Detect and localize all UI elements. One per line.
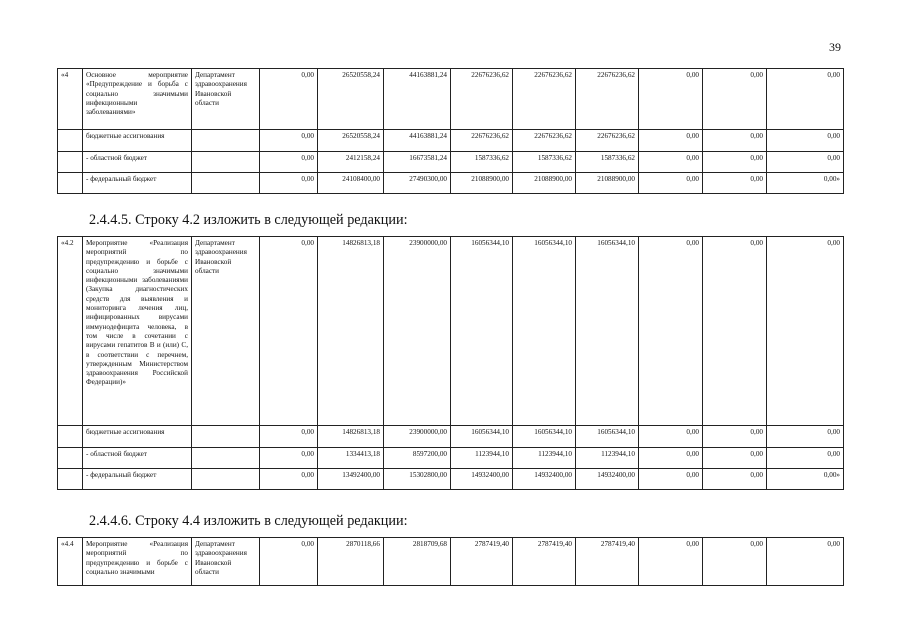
value-cell: 0,00 (639, 69, 703, 130)
value-cell: 0,00 (703, 448, 767, 469)
value-cell: 0,00 (703, 426, 767, 448)
value-cell: 1123944,10 (513, 448, 576, 469)
measure-name-cell: Основное мероприятие «Предупреждение и борьба с социально значимыми инфекционными заболеваниями» (83, 69, 192, 130)
value-cell: 22676236,62 (576, 69, 639, 130)
value-cell: 0,00 (639, 130, 703, 152)
value-cell: 0,00» (767, 469, 844, 490)
value-cell: 1587336,62 (513, 152, 576, 173)
department-cell: Департамент здравоохранения Ивановской области (192, 237, 260, 426)
value-cell: 0,00 (703, 469, 767, 490)
value-cell: 1334413,18 (318, 448, 384, 469)
value-cell: 0,00 (260, 469, 318, 490)
value-cell: 0,00 (639, 237, 703, 426)
row-number-cell: «4 (58, 69, 83, 130)
value-cell: 0,00 (639, 538, 703, 586)
value-cell: 21088900,00 (451, 173, 513, 194)
value-cell: 0,00 (260, 448, 318, 469)
measure-name-cell: Мероприятие «Реализация мероприятий по предупреждению и борьбе с социально значимыми (83, 538, 192, 586)
department-cell (192, 130, 260, 152)
value-cell: 0,00 (639, 469, 703, 490)
value-cell: 1123944,10 (576, 448, 639, 469)
value-cell: 2412158,24 (318, 152, 384, 173)
table-row-4-4 (57, 537, 844, 586)
value-cell: 2787419,40 (576, 538, 639, 586)
measure-name-cell: - областной бюджет (83, 152, 192, 173)
section-heading-2-4-4-6: 2.4.4.6. Строку 4.4 изложить в следующей редакции: (89, 513, 408, 529)
row-number-cell (58, 426, 83, 448)
value-cell: 15302800,00 (384, 469, 451, 490)
department-cell: Департамент здравоохранения Ивановской области (192, 538, 260, 586)
table-row (58, 538, 844, 586)
value-cell: 0,00 (639, 173, 703, 194)
value-cell: 13492400,00 (318, 469, 384, 490)
value-cell: 2818709,68 (384, 538, 451, 586)
value-cell: 16056344,10 (451, 237, 513, 426)
value-cell: 0,00» (767, 173, 844, 194)
table-row (58, 426, 844, 448)
value-cell: 22676236,62 (513, 69, 576, 130)
value-cell: 14932400,00 (513, 469, 576, 490)
value-cell: 0,00 (767, 152, 844, 173)
measure-name-cell: Мероприятие «Реализация мероприятий по предупреждению и борьбе с социально значимыми инфекционными заболеваниями (Закупка диагностических средств для выявления и мониторинга лечения лиц, инфицированных вирусами иммунодефицита человека, в том числе в сочетании с вирусами гепатитов В и (или) С, в соответствии с перечнем, утвержденным Министерством здравоохранения Российской Федерации)» (83, 237, 192, 426)
value-cell: 1587336,62 (451, 152, 513, 173)
value-cell: 0,00 (703, 130, 767, 152)
department-cell (192, 448, 260, 469)
table-row-4-2 (57, 236, 844, 490)
value-cell: 0,00 (260, 173, 318, 194)
table-row (58, 69, 844, 130)
value-cell: 22676236,62 (451, 130, 513, 152)
value-cell: 0,00 (260, 130, 318, 152)
value-cell: 0,00 (767, 130, 844, 152)
table-row (58, 469, 844, 490)
section-heading-2-4-4-5: 2.4.4.5. Строку 4.2 изложить в следующей редакции: (89, 212, 408, 228)
value-cell: 24108400,00 (318, 173, 384, 194)
value-cell: 0,00 (767, 69, 844, 130)
value-cell: 22676236,62 (451, 69, 513, 130)
value-cell: 2787419,40 (513, 538, 576, 586)
row-number-cell: «4.4 (58, 538, 83, 586)
value-cell: 0,00 (767, 538, 844, 586)
table-row (58, 152, 844, 173)
value-cell: 0,00 (639, 152, 703, 173)
value-cell: 0,00 (767, 448, 844, 469)
row-number-cell: «4.2 (58, 237, 83, 426)
department-cell (192, 469, 260, 490)
value-cell: 23900000,00 (384, 426, 451, 448)
value-cell: 21088900,00 (576, 173, 639, 194)
value-cell: 26520558,24 (318, 69, 384, 130)
measure-name-cell: бюджетные ассигнования (83, 130, 192, 152)
value-cell: 0,00 (260, 69, 318, 130)
table-row-4 (57, 68, 844, 194)
department-cell: Департамент здравоохранения Ивановской области (192, 69, 260, 130)
value-cell: 2787419,40 (451, 538, 513, 586)
measure-name-cell: - федеральный бюджет (83, 173, 192, 194)
value-cell: 0,00 (260, 538, 318, 586)
row-number-cell (58, 130, 83, 152)
row-number-cell (58, 173, 83, 194)
value-cell: 0,00 (703, 237, 767, 426)
value-cell: 22676236,62 (576, 130, 639, 152)
value-cell: 16056344,10 (576, 237, 639, 426)
value-cell: 44163881,24 (384, 69, 451, 130)
value-cell: 16056344,10 (513, 237, 576, 426)
page-number: 39 (829, 40, 841, 54)
value-cell: 0,00 (260, 152, 318, 173)
measure-name-cell: - областной бюджет (83, 448, 192, 469)
value-cell: 44163881,24 (384, 130, 451, 152)
value-cell: 1123944,10 (451, 448, 513, 469)
value-cell: 16056344,10 (513, 426, 576, 448)
table-row (58, 173, 844, 194)
value-cell: 0,00 (639, 448, 703, 469)
table-row (58, 448, 844, 469)
value-cell: 23900000,00 (384, 237, 451, 426)
table-row (58, 130, 844, 152)
value-cell: 27490300,00 (384, 173, 451, 194)
value-cell: 0,00 (703, 152, 767, 173)
value-cell: 16056344,10 (576, 426, 639, 448)
value-cell: 2870118,66 (318, 538, 384, 586)
row-number-cell (58, 448, 83, 469)
value-cell: 0,00 (260, 237, 318, 426)
value-cell: 22676236,62 (513, 130, 576, 152)
value-cell: 0,00 (260, 426, 318, 448)
department-cell (192, 426, 260, 448)
table-row (58, 237, 844, 426)
row-number-cell (58, 469, 83, 490)
value-cell: 0,00 (703, 538, 767, 586)
value-cell: 16056344,10 (451, 426, 513, 448)
row-number-cell (58, 152, 83, 173)
value-cell: 21088900,00 (513, 173, 576, 194)
value-cell: 0,00 (703, 69, 767, 130)
department-cell (192, 152, 260, 173)
value-cell: 0,00 (639, 426, 703, 448)
measure-name-cell: бюджетные ассигнования (83, 426, 192, 448)
value-cell: 0,00 (703, 173, 767, 194)
value-cell: 0,00 (767, 237, 844, 426)
value-cell: 26520558,24 (318, 130, 384, 152)
value-cell: 14826813,18 (318, 426, 384, 448)
value-cell: 0,00 (767, 426, 844, 448)
measure-name-cell: - федеральный бюджет (83, 469, 192, 490)
value-cell: 8597200,00 (384, 448, 451, 469)
value-cell: 14932400,00 (576, 469, 639, 490)
value-cell: 1587336,62 (576, 152, 639, 173)
value-cell: 14932400,00 (451, 469, 513, 490)
department-cell (192, 173, 260, 194)
value-cell: 14826813,18 (318, 237, 384, 426)
value-cell: 16673581,24 (384, 152, 451, 173)
